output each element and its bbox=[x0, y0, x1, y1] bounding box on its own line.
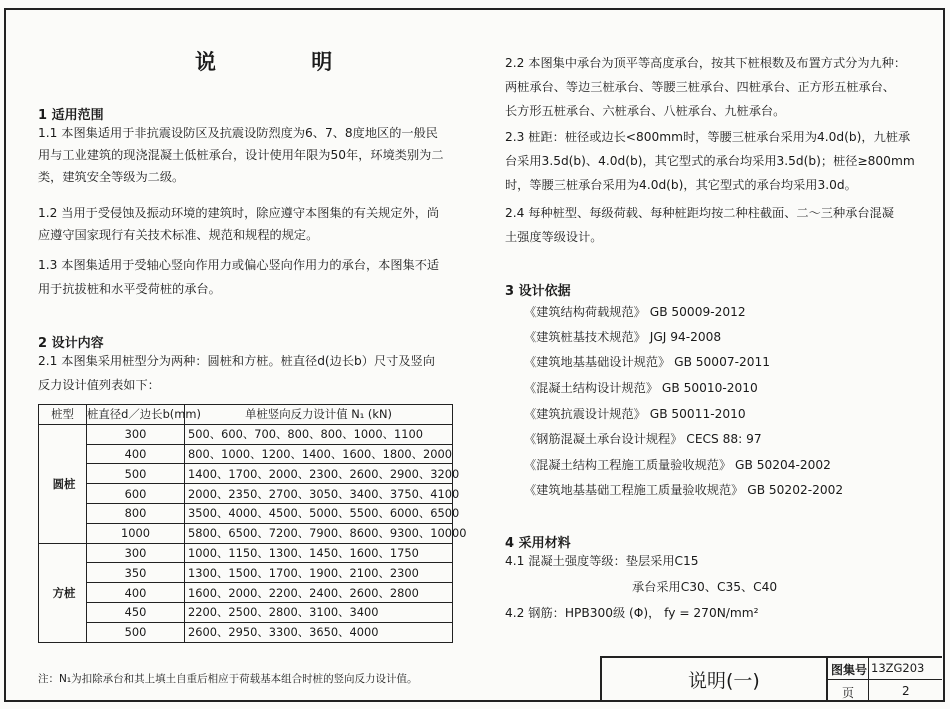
size-cell: 350 bbox=[87, 563, 185, 583]
standard-item: 《建筑抗震设计规范》 GB 50011-2010 bbox=[524, 407, 746, 421]
section-1-line: 1.1 本图集适用于非抗震设防区及抗震设防烈度为6、7、8度地区的一般民 bbox=[38, 126, 438, 140]
standard-item: 《建筑地基基础工程施工质量验收规范》 GB 50202-2002 bbox=[524, 483, 844, 497]
section-2-right-line: 台采用3.5d(b)、4.0d(b)，其它型式的承台均采用3.5d(b)；桩径≥800mm bbox=[505, 154, 915, 168]
size-cell: 500 bbox=[87, 464, 185, 484]
section-2-right-line: 时，等腰三桩承台采用为4.0d(b)，其它型式的承台均采用3.0d。 bbox=[505, 178, 857, 192]
section-4-line: 承台采用C30、C35、C40 bbox=[632, 580, 778, 594]
size-cell: 600 bbox=[87, 484, 185, 504]
section-4-line: 4.2 钢筋：HPB300级 (Φ)， fy = 270N/mm² bbox=[505, 606, 759, 620]
page-number: 2 bbox=[902, 684, 910, 698]
atlas-number-value: 13ZG203 bbox=[871, 661, 925, 675]
values-cell: 2600、2950、3300、3650、4000 bbox=[185, 622, 453, 642]
section-2-right-line: 2.2 本图集中承台为顶平等高度承台，按其下桩根数及布置方式分为九种： bbox=[505, 56, 907, 70]
table-note: 注：N₁为扣除承台和其上填土自重后相应于荷载基本组合时桩的竖向反力设计值。 bbox=[38, 673, 418, 685]
section-1-line: 类，建筑安全等级为二级。 bbox=[38, 170, 185, 184]
section-1-heading: 1 适用范围 bbox=[38, 108, 104, 123]
column-header: 桩直径d／边长b(mm) bbox=[87, 405, 185, 425]
table-row bbox=[39, 464, 453, 484]
values-cell: 500、600、700、800、800、1000、1100 bbox=[185, 424, 453, 444]
size-cell: 300 bbox=[87, 543, 185, 563]
section-2-heading: 2 设计内容 bbox=[38, 336, 104, 351]
section-2-intro: 2.1 本图集采用桩型分为两种：圆桩和方桩。桩直径d(边长b）尺寸及竖向 bbox=[38, 354, 435, 368]
section-2-right-line: 2.4 每种桩型、每级荷载、每种桩距均按二种柱截面、二～三种承台混凝 bbox=[505, 206, 894, 220]
table-row bbox=[39, 543, 453, 563]
table-row bbox=[39, 583, 453, 603]
section-2-right-line: 土强度等级设计。 bbox=[505, 230, 603, 244]
column-header: 单桩竖向反力设计值 N₁ (kN) bbox=[185, 405, 453, 425]
values-cell: 1400、1700、2000、2300、2600、2900、3200 bbox=[185, 464, 453, 484]
section-2-right-line: 长方形五桩承台、六桩承台、八桩承台、九桩承台。 bbox=[505, 104, 786, 118]
values-cell: 1000、1150、1300、1450、1600、1750 bbox=[185, 543, 453, 563]
section-1-line: 应遵守国家现行有关技术标准、规范和规程的规定。 bbox=[38, 228, 319, 242]
section-1-line: 1.3 本图集适用于受轴心竖向作用力或偏心竖向作用力的承台，本图集不适 bbox=[38, 258, 440, 272]
table-row bbox=[39, 503, 453, 523]
section-1-line: 1.2 当用于受侵蚀及振动环境的建筑时，除应遵守本图集的有关规定外，尚 bbox=[38, 206, 440, 220]
section-2-right-line: 两桩承台、等边三桩承台、等腰三桩承台、四桩承台、正方形五桩承台、 bbox=[505, 80, 895, 94]
standard-item: 《建筑桩基技术规范》 JGJ 94-2008 bbox=[524, 330, 722, 344]
values-cell: 1600、2000、2200、2400、2600、2800 bbox=[185, 583, 453, 603]
standard-item: 《钢筋混凝土承台设计规程》 CECS 88: 97 bbox=[524, 432, 762, 446]
section-1-line: 用于抗拔桩和水平受荷桩的承台。 bbox=[38, 282, 221, 296]
table-row bbox=[39, 424, 453, 444]
size-cell: 1000 bbox=[87, 523, 185, 543]
size-cell: 400 bbox=[87, 583, 185, 603]
pile-type-cell: 圆桩 bbox=[39, 424, 87, 543]
standard-item: 《建筑结构荷载规范》 GB 50009-2012 bbox=[524, 305, 746, 319]
section-2-right-line: 2.3 桩距：桩径或边长<800mm时，等腰三桩承台采用为4.0d(b)，九桩承 bbox=[505, 130, 911, 144]
table-row bbox=[39, 444, 453, 464]
values-cell: 5800、6500、7200、7900、8600、9300、10000 bbox=[185, 523, 453, 543]
table-row bbox=[39, 523, 453, 543]
size-cell: 450 bbox=[87, 602, 185, 622]
atlas-number-label: 图集号 bbox=[831, 663, 868, 677]
section-1-line: 用与工业建筑的现浇混凝土低桩承台，设计使用年限为50年，环境类别为二 bbox=[38, 148, 444, 162]
size-cell: 800 bbox=[87, 503, 185, 523]
section-4-line: 4.1 混凝土强度等级：垫层采用C15 bbox=[505, 554, 699, 568]
standard-item: 《混凝土结构设计规范》 GB 50010-2010 bbox=[524, 381, 758, 395]
size-cell: 300 bbox=[87, 424, 185, 444]
table-row bbox=[39, 484, 453, 504]
title-block-divider bbox=[826, 679, 942, 680]
size-cell: 500 bbox=[87, 622, 185, 642]
section-4-heading: 4 采用材料 bbox=[505, 536, 571, 551]
pile-type-cell: 方桩 bbox=[39, 543, 87, 642]
values-cell: 2200、2500、2800、3100、3400 bbox=[185, 602, 453, 622]
values-cell: 2000、2350、2700、3050、3400、3750、4100 bbox=[185, 484, 453, 504]
table-header-row bbox=[39, 405, 453, 425]
page-title: 说 明 bbox=[195, 50, 377, 74]
section-3-heading: 3 设计依据 bbox=[505, 284, 571, 299]
sheet-name: 说明(一) bbox=[688, 670, 760, 692]
table-row bbox=[39, 622, 453, 642]
page-label: 页 bbox=[842, 686, 855, 700]
values-cell: 3500、4000、4500、5000、5500、6000、6500 bbox=[185, 503, 453, 523]
table-row bbox=[39, 602, 453, 622]
column-header: 桩型 bbox=[39, 405, 87, 425]
table-row bbox=[39, 563, 453, 583]
standard-item: 《建筑地基基础设计规范》 GB 50007-2011 bbox=[524, 355, 770, 369]
standard-item: 《混凝土结构工程施工质量验收规范》 GB 50204-2002 bbox=[524, 458, 831, 472]
size-cell: 400 bbox=[87, 444, 185, 464]
values-cell: 1300、1500、1700、1900、2100、2300 bbox=[185, 563, 453, 583]
values-cell: 800、1000、1200、1400、1600、1800、2000 bbox=[185, 444, 453, 464]
pile-table bbox=[38, 404, 467, 643]
section-2-intro: 反力设计值列表如下： bbox=[38, 378, 160, 392]
